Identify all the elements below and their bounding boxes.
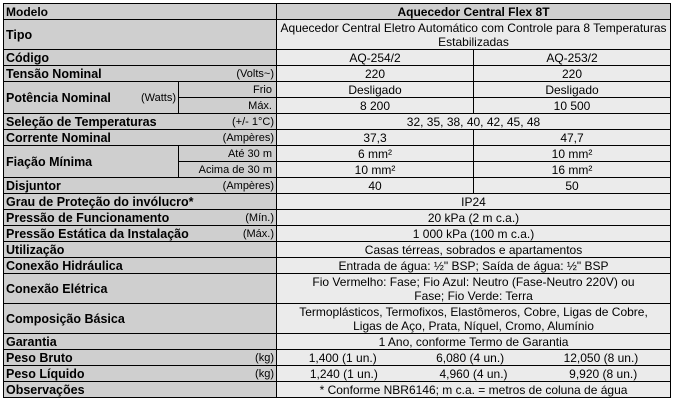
eletrica-value: Fio Vermelho: Fase; Fio Azul: Neutro (Fase-Neutro 220V) ou Fase; Fio Verde: Terra bbox=[277, 274, 671, 304]
tipo-value: Aquecedor Central Eletro Automático com Controle para 8 Temperaturas Estabilizadas bbox=[277, 20, 671, 50]
pressao-est-unit: (Máx.) bbox=[242, 227, 274, 240]
pressao-func-unit: (Mín.) bbox=[245, 211, 274, 224]
peso-liquido-row bbox=[4, 366, 671, 382]
pressao-est-label: Pressão Estática da Instalação bbox=[6, 226, 189, 241]
potencia-row-1 bbox=[4, 82, 671, 98]
corrente-unit: (Ampères) bbox=[222, 131, 274, 144]
temperaturas-row bbox=[4, 114, 671, 130]
potencia-frio-value-1: Desligado bbox=[277, 82, 474, 98]
disjuntor-unit: (Ampères) bbox=[222, 179, 274, 192]
composicao-label: Composição Básica bbox=[4, 304, 277, 334]
utilizacao-label: Utilização bbox=[4, 242, 277, 258]
composicao-value: Termoplásticos, Termofixos, Elastômeros, Cobre, Ligas de Cobre, Ligas de Aço, Prata, Níquel, Cromo, Alumínio bbox=[277, 304, 671, 334]
potencia-sub-frio: Frio bbox=[179, 82, 277, 98]
disjuntor-value-1: 40 bbox=[277, 178, 474, 194]
eletrica-label: Conexão Elétrica bbox=[4, 274, 277, 304]
codigo-value-2: AQ-253/2 bbox=[474, 50, 671, 66]
fiacao-label: Fiação Mínima bbox=[4, 146, 179, 178]
fiacao-acima-value-1: 10 mm² bbox=[277, 162, 474, 178]
potencia-max-value-1: 8 200 bbox=[277, 98, 474, 114]
tensao-unit: (Volts~) bbox=[236, 67, 274, 80]
codigo-row bbox=[4, 50, 671, 66]
codigo-label: Código bbox=[4, 50, 277, 66]
pressao-est-value: 1 000 kPa (100 m c.a.) bbox=[277, 226, 671, 242]
peso-bruto-row bbox=[4, 350, 671, 366]
peso-liquido-value-1: 1,240 (1 un.) bbox=[309, 366, 378, 381]
potencia-frio-value-2: Desligado bbox=[474, 82, 671, 98]
spec-table bbox=[3, 3, 671, 398]
fiacao-ate-value-1: 6 mm² bbox=[277, 146, 474, 162]
header-row bbox=[4, 4, 671, 20]
hidraulica-label: Conexão Hidráulica bbox=[4, 258, 277, 274]
utilizacao-row bbox=[4, 242, 671, 258]
potencia-label: Potência Nominal bbox=[6, 90, 111, 105]
tensao-label: Tensão Nominal bbox=[6, 66, 102, 81]
peso-bruto-label: Peso Bruto bbox=[6, 350, 73, 365]
garantia-label: Garantia bbox=[4, 334, 277, 350]
corrente-value-1: 37,3 bbox=[277, 130, 474, 146]
grau-value: IP24 bbox=[277, 194, 671, 210]
corrente-row bbox=[4, 130, 671, 146]
disjuntor-row bbox=[4, 178, 671, 194]
temperaturas-value: 32, 35, 38, 40, 42, 45, 48 bbox=[277, 114, 671, 130]
fiacao-sub-ate: Até 30 m bbox=[179, 146, 277, 162]
pressao-est-row bbox=[4, 226, 671, 242]
peso-liquido-value-3: 9,920 (8 un.) bbox=[569, 366, 638, 381]
peso-bruto-value-2: 6,080 (4 un.) bbox=[436, 350, 505, 365]
garantia-row bbox=[4, 334, 671, 350]
model-name: Aquecedor Central Flex 8T bbox=[277, 4, 671, 20]
pressao-func-row bbox=[4, 210, 671, 226]
pressao-func-label: Pressão de Funcionamento bbox=[6, 210, 170, 225]
peso-bruto-value-1: 1,400 (1 un.) bbox=[308, 350, 377, 365]
temperaturas-label: Seleção de Temperaturas bbox=[6, 114, 157, 129]
tensao-value-1: 220 bbox=[277, 66, 474, 82]
potencia-unit: (Watts) bbox=[140, 91, 176, 104]
potencia-sub-max: Máx. bbox=[179, 98, 277, 114]
eletrica-row bbox=[4, 274, 671, 304]
temperaturas-unit: (+/- 1°C) bbox=[232, 115, 274, 128]
hidraulica-value: Entrada de água: ½" BSP; Saída de água: ½" BSP bbox=[277, 258, 671, 274]
potencia-max-value-2: 10 500 bbox=[474, 98, 671, 114]
observacoes-value: * Conforme NBR6146; m c.a. = metros de coluna de água bbox=[277, 382, 671, 398]
peso-liquido-label: Peso Líquido bbox=[6, 366, 85, 381]
fiacao-ate-value-2: 10 mm² bbox=[474, 146, 671, 162]
pressao-func-value: 20 kPa (2 m c.a.) bbox=[277, 210, 671, 226]
disjuntor-label: Disjuntor bbox=[6, 178, 61, 193]
peso-liquido-value-2: 4,960 (4 un.) bbox=[439, 366, 508, 381]
peso-liquido-unit: (kg) bbox=[255, 367, 274, 380]
tensao-value-2: 220 bbox=[474, 66, 671, 82]
corrente-label: Corrente Nominal bbox=[6, 130, 111, 145]
hidraulica-row bbox=[4, 258, 671, 274]
tipo-row bbox=[4, 20, 671, 50]
codigo-value-1: AQ-254/2 bbox=[277, 50, 474, 66]
corrente-value-2: 47,7 bbox=[474, 130, 671, 146]
tipo-label: Tipo bbox=[4, 20, 277, 50]
header-label: Modelo bbox=[4, 4, 277, 20]
peso-bruto-value-3: 12,050 (8 un.) bbox=[563, 350, 639, 365]
garantia-value: 1 Ano, conforme Termo de Garantia bbox=[277, 334, 671, 350]
peso-bruto-unit: (kg) bbox=[255, 351, 274, 364]
fiacao-row-1 bbox=[4, 146, 671, 162]
observacoes-row bbox=[4, 382, 671, 398]
fiacao-acima-value-2: 16 mm² bbox=[474, 162, 671, 178]
utilizacao-value: Casas térreas, sobrados e apartamentos bbox=[277, 242, 671, 258]
disjuntor-value-2: 50 bbox=[474, 178, 671, 194]
tensao-row bbox=[4, 66, 671, 82]
grau-label: Grau de Proteção do invólucro* bbox=[4, 194, 277, 210]
composicao-row bbox=[4, 304, 671, 334]
grau-row bbox=[4, 194, 671, 210]
observacoes-label: Observações bbox=[4, 382, 277, 398]
fiacao-sub-acima: Acima de 30 m bbox=[179, 162, 277, 178]
